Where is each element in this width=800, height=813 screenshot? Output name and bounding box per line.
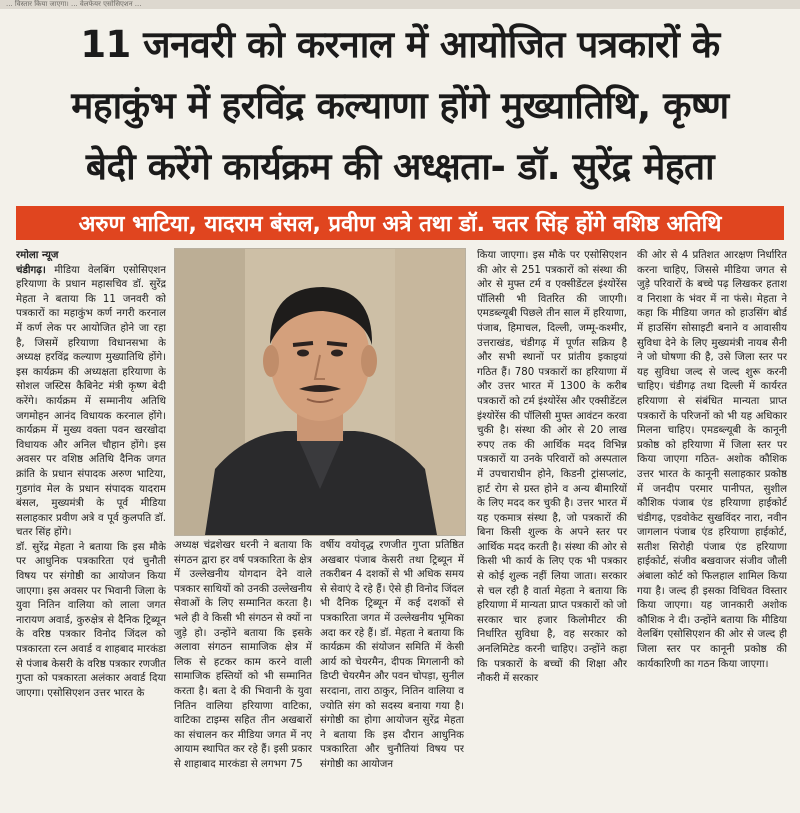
- article-column-2: [174, 539, 312, 811]
- article-column-4: [477, 249, 627, 811]
- headline-line-1: 11 जनवरी को करनाल में आयोजित पत्रकारों के: [80, 23, 720, 66]
- article-text-col1: मीडिया वेलबिंग एसोसिएशन हरियाणा के प्रधान महासचिव डॉ. सुरेंद्र मेहता ने बताया कि 11 जनवरी को पत्रकारों का महाकुंभ कर्ण नगरी करनाल में कर्ण लेक पर आयोजित होने जा रहा है, जिसमें हरियाणा विधानसभा के अध्यक्ष हरविंद्र कल्याण मुख्यातिथि होंगे। इस कार्यक्रम की अध्यक्षता हरियाणा के सोशल जस्टिस कैबिनेट मंत्री कृष्ण बेदी करेंगे। कार्यक्रम में सम्मानीय अतिथि जगमोहन आनंद विधायक करनाल होंगे। कार्यक्रम में मुख्य वक्ता पवन खरखोदा विधायक और अनिल चौहान होंगे। इस अवसर पर वशिष्ठ अतिथि दैनिक जगत क्रांति के प्रधान संपादक अरुण भाटिया, गुडगांव मेल के प्रधान संपादक यादराम बंसल, मुख्यमंत्री के पूर्व मीडिया सलाहकार प्रवीण अत्रे व पूर्व कुलपति डॉ. चतर सिंह होंगे।: [16, 264, 166, 539]
- byline-place: चंडीगढ़।: [16, 264, 46, 276]
- top-strip-text: ... विस्तार किया जाएगा। ... वेलफेयर एसोसिएशन ...: [0, 0, 800, 9]
- article-text-col4: किया जाएगा। इस मौके पर एसोसिएशन की ओर से 251 पत्रकारों को संस्था की ओर से मुफ्त टर्म व एक्सीडेंटल इंश्योरेंस पॉलिसी भी वितरित की जाएगी। एमडब्ल्यूबी पिछले तीन साल में हरियाणा, पंजाब, हिमाचल, दिल्ली, जम्मू-कश्मीर, उत्तराखंड, चंडीगढ़ में पूर्णत सक्रिय है और सभी स्थानों पर प्रांतीय इकाइयां गठित हैं। 780 पत्रकारों का हरियाणा में और उत्तर भारत में 1300 के करीब पत्रकारों को टर्म इंश्योरेंस और एक्सीडेंटल इंश्योरेंस की पॉलिसी मुफ्त आवंटन करवा चुकी है। संस्था की ओर से 20 लाख रुपए तक की आर्थिक मदद विभिन्न पत्रकारों या उनके परिवारों को अस्पताल में उपचाराधीन होने, किडनी ट्रांसप्लांट, हार्ट रोग से ग्रस्त होने व अन्य बीमारियों के लिए मदद कर चुकी है। उत्तर भारत में यह एकमात्र संस्था है, जो पत्रकारों की बिना किसी शुल्क के अपने स्तर पर आर्थिक मदद करती है। संस्था की ओर से किसी भी कार्य के लिए एक भी पत्रकार से कोई शुल्क नहीं लिया जाता। सरकार से चल रही है वार्ता मेहता ने बताया कि हरियाणा में मान्यता प्राप्त पत्रकारों को जो सरकार चार हजार किलोमीटर की निर्धारित सुविधा है, वह सरकार को अनलिमिटेड करनी चाहिए। उन्होंने कहा कि पत्रकारों के बच्चों की शिक्षा और नौकरी में सरकार: [477, 250, 627, 685]
- headline-line-2: महाकुंभ में हरविंद्र कल्याणा होंगे मुख्यातिथि, कृष्ण: [71, 84, 729, 127]
- headline: [15, 14, 785, 204]
- article-text-col2: अध्यक्ष चंद्रशेखर धरनी ने बताया कि संगठन द्वारा हर वर्ष पत्रकारिता के क्षेत्र में उल्लेखनीय योगदान देने वाले पत्रकार साथियों को उनकी उल्लेखनीय सेवाओं के लिए सम्मानित करता है। भले ही वे किसी भी संगठन से क्यों ना जुड़े हो। उन्होंने बताया कि इसके अलावा संगठन सामाजिक क्षेत्र में लिक से हटकर काम करने वाली सामाजिक हस्तियों को भी सम्मानित करता है। बता दे की भिवानी के युवा नितिन वालिया हरियाणा वाटिका, वाटिका टाइम्स सहित तीन अखबारों का संचालन कर मीडिया जगत में नए आयाम स्थापित कर रहे हैं। इसी प्रकार से शाहाबाद मारकंडा से लगभग 75: [174, 540, 312, 770]
- portrait-image: [175, 249, 465, 535]
- article-column-5: [637, 249, 787, 811]
- portrait-photo: [174, 248, 466, 536]
- headline-line-3: बेदी करेंगे कार्यक्रम की अध्क्षता- डॉ. सुरेंद्र मेहता: [85, 145, 715, 188]
- article-text-col3: वर्षीय वयोवृद्ध रणजीत गुप्ता प्रतिष्ठित अखबार पंजाब केसरी तथा ट्रिब्यून में तकरीबन 4 दशकों से भी अधिक समय से सेवाएं दे रहे हैं। ऐसे ही विनोद जिंदल भी दैनिक ट्रिब्यून में कई दशकों से पत्रकारिता जगत में उल्लेखनीय भूमिका अदा कर रहे हैं। डॉ. मेहता ने बताया कि कार्यक्रम की संयोजन समिति में केसी आर्य को चेयरमैन, दीपक मिगलानी को डिप्टी चेयरमैन और पवन चोपड़ा, सुनील सरदाना, तारा ठाकुर, नितिन वालिया व ज्योति संग को सदस्य बनाया गया है। संगोष्ठी का होगा आयोजन सुरेंद्र मेहता ने बताया कि इस दौरान आधुनिक पत्रकारिता और चुनौतियां विषय पर संगोष्ठी का आयोजन: [320, 540, 464, 770]
- subheadline-bar: [16, 206, 784, 240]
- article-column-1: [16, 249, 166, 811]
- article-text-col5: की ओर से 4 प्रतिशत आरक्षण निर्धारित करना चाहिए, जिससे मीडिया जगत से जुड़े परिवारों के बच्चे पढ़ लिखकर हताश व निराशा के भंवर में ना फंसे। मेहता ने कहा कि मीडिया जगत को हाउसिंग बोर्ड में हाउसिंग सोसाइटी बनाने व आवासीय सुविधा देने के लिए मुख्यमंत्री नायब सैनी ने जो घोषणा की है, उसे जिला स्तर पर यह सुविधा जल्द से जल्द शुरू करनी चाहिए। चंडीगढ़ तथा दिल्ली में कार्यरत हरियाणा से संबंधित मान्यता प्राप्त पत्रकारों के परिजनों को भी यह अधिकार मिलना चाहिए। एमडब्ल्यूबी के कानूनी प्रकोष्ठ को हरियाणा में जिला स्तर पर किया जाएगा गठित- अशोक कौशिक उत्तर भारत के कानूनी सलाहकार प्रकोष्ठ में जनदीप परमार पानीपत, सुशील कौशिक पंजाब एंड हरियाणा हाईकोर्ट चंडीगढ़, एडवोकेट सुखविंदर नारा, नवीन जागलान पंजाब एंड हरियाणा हाईकोर्ट, सतीश सिरोही पंजाब एंड हरियाणा हाईकोर्ट, संजीव बखवाजर संजीव जौली अंबाला कोर्ट को फिलहाल शामिल किया गया है। जल्द ही इसका विधिवत विस्तार किया जाएगा। यह जानकारी अशोक कौशिक ने दी। उन्होंने बताया कि मीडिया वेलबिंग एसोसिएशन की ओर से जल्द ही जिला स्तर पर कानूनी प्रकोष्ठ की कार्यकारिणी का गठन किया जाएगा।: [637, 250, 787, 670]
- article-column-3: [320, 539, 464, 811]
- byline-agency: रमोला न्यूज: [16, 250, 59, 261]
- article-text-col1b: डॉ. सुरेंद्र मेहता ने बताया कि इस मौके पर आधुनिक पत्रकारिता एवं चुनौती विषय पर संगोष्ठी का आयोजन किया जाएगा। इस अवसर पर भिवानी जिला के युवा नितिन वालिया को लाला जगत नारायण अवार्ड, कुरुक्षेत्र से दैनिक ट्रिब्यून के वरिष्ठ पत्रकार विनोद जिंदल को पत्रकारता रत्न अवार्ड व शाहबाद मारकंडा से पंजाब केसरी के वरिष्ठ पत्रकार रणजीत गुप्ता को पत्रकारता अलंकार अवार्ड दिया जाएगा। एसोसिएशन उत्तर भारत के: [16, 541, 166, 699]
- subheadline-text: अरुण भाटिया, यादराम बंसल, प्रवीण अत्रे तथा डॉ. चतर सिंह होंगे वशिष्ठ अतिथि: [78, 212, 722, 237]
